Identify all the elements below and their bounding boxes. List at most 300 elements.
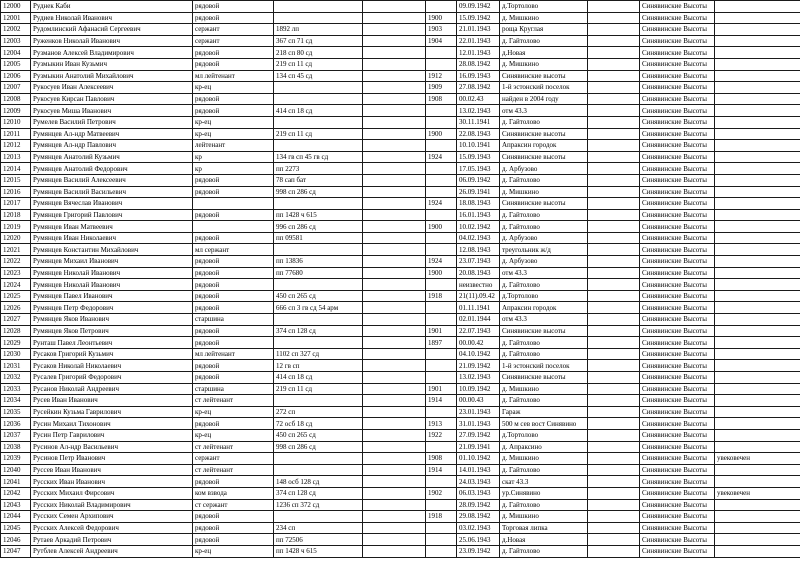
cell-birth-year: 1901 [426,325,457,337]
cell-death-date: 25.06.1943 [457,534,500,546]
cell-memorial-status [715,522,800,534]
cell-unit-extra [363,487,426,499]
cell-unit: 414 сп 18 сд [274,105,363,117]
cell-rank: мл сержант [193,244,274,256]
cell-death-date: 16.09.1943 [457,70,500,82]
cell-notes [588,302,640,314]
cell-unit-extra [363,70,426,82]
cell-full-name: Русин Михаил Тихонович [31,418,193,430]
cell-notes [588,24,640,36]
cell-memorial-status [715,12,800,24]
cell-notes [588,383,640,395]
cell-full-name: Русейкин Кузьма Гаврилович [31,406,193,418]
cell-notes [588,545,640,557]
cell-unit-extra [363,221,426,233]
cell-burial-place: Синявинские высоты [500,151,588,163]
table-row [1,12,800,24]
cell-notes [588,209,640,221]
table-row [1,441,800,453]
cell-birth-year [426,534,457,546]
table-row [1,290,800,302]
table-row [1,348,800,360]
cell-birth-year [426,209,457,221]
cell-memorial-site: Синявинские Высоты [640,93,715,105]
cell-notes [588,511,640,523]
cell-full-name: Рутаев Аркадий Петрович [31,534,193,546]
cell-death-date: 15.09.1942 [457,12,500,24]
cell-unit-extra [363,47,426,59]
cell-death-date: 30.11.1941 [457,116,500,128]
cell-death-date: 12.08.1943 [457,244,500,256]
cell-rank: ст лейтенант [193,441,274,453]
cell-memorial-site: Синявинские Высоты [640,534,715,546]
cell-unit-extra [363,93,426,105]
cell-death-date: 01.11.1941 [457,302,500,314]
table-row [1,232,800,244]
cell-record-number: 12043 [1,499,31,511]
cell-full-name: Русаков Николай Николаевич [31,360,193,372]
cell-unit-extra [363,337,426,349]
cell-record-number: 12012 [1,140,31,152]
cell-notes [588,1,640,13]
cell-unit-extra [363,511,426,523]
cell-full-name: Рузмыкин Анатолий Михайлович [31,70,193,82]
cell-unit-extra [363,360,426,372]
cell-unit-extra [363,163,426,175]
cell-memorial-status [715,186,800,198]
cell-rank: рядовой [193,522,274,534]
table-row [1,372,800,384]
cell-birth-year: 1908 [426,453,457,465]
cell-notes [588,314,640,326]
cell-memorial-site: Синявинские Высоты [640,429,715,441]
cell-notes [588,47,640,59]
table-row [1,464,800,476]
cell-notes [588,279,640,291]
cell-memorial-status [715,279,800,291]
cell-birth-year: 1900 [426,128,457,140]
cell-death-date: 06.03.1943 [457,487,500,499]
cell-burial-place: д. Мишкино [500,12,588,24]
cell-death-date: неизвестно [457,279,500,291]
cell-birth-year [426,174,457,186]
cell-death-date: 21.09.1941 [457,441,500,453]
cell-rank: рядовой [193,372,274,384]
cell-rank: кр-ец [193,116,274,128]
cell-burial-place: д.Новая [500,534,588,546]
cell-burial-place: Синявинские высоты [500,372,588,384]
cell-full-name: Рунташ Павел Леонтьевич [31,337,193,349]
cell-full-name: Русинов Петр Иванович [31,453,193,465]
cell-birth-year [426,116,457,128]
cell-memorial-status [715,256,800,268]
cell-birth-year [426,360,457,372]
cell-memorial-site: Синявинские Высоты [640,244,715,256]
cell-burial-place: скат 43.3 [500,476,588,488]
cell-rank: рядовой [193,337,274,349]
cell-unit-extra [363,545,426,557]
cell-memorial-status [715,348,800,360]
cell-full-name: Руднек Каби [31,1,193,13]
cell-notes [588,140,640,152]
cell-rank: старшина [193,314,274,326]
cell-burial-place: 1-й эстонский поселок [500,82,588,94]
cell-memorial-status [715,93,800,105]
cell-unit: 998 сп 286 сд [274,441,363,453]
cell-memorial-site: Синявинские Высоты [640,174,715,186]
cell-death-date: 31.01.1943 [457,418,500,430]
cell-unit: 219 сп 11 сд [274,383,363,395]
cell-unit: 12 гв сп [274,360,363,372]
cell-record-number: 12010 [1,116,31,128]
cell-burial-place: д. Мишкино [500,453,588,465]
table-row [1,267,800,279]
cell-birth-year: 1900 [426,221,457,233]
cell-unit: 78 сап бат [274,174,363,186]
cell-death-date: 00.02.43 [457,93,500,105]
cell-unit-extra [363,58,426,70]
cell-memorial-site: Синявинские Высоты [640,116,715,128]
cell-burial-place: д. Гайтолово [500,395,588,407]
cell-memorial-site: Синявинские Высоты [640,383,715,395]
cell-memorial-site: Синявинские Высоты [640,70,715,82]
cell-memorial-site: Синявинские Высоты [640,12,715,24]
cell-birth-year [426,47,457,59]
cell-full-name: Румянцев Петр Федорович [31,302,193,314]
cell-record-number: 12023 [1,267,31,279]
table-row [1,487,800,499]
cell-unit-extra [363,198,426,210]
cell-birth-year [426,522,457,534]
cell-unit-extra [363,372,426,384]
cell-unit-extra [363,140,426,152]
table-row [1,198,800,210]
cell-rank: ком взвода [193,487,274,499]
cell-burial-place: треугольник ж/д [500,244,588,256]
cell-record-number: 12017 [1,198,31,210]
cell-full-name: Румянцев Яков Петрович [31,325,193,337]
cell-record-number: 12021 [1,244,31,256]
cell-rank: сержант [193,453,274,465]
cell-record-number: 12025 [1,290,31,302]
cell-unit-extra [363,522,426,534]
cell-notes [588,244,640,256]
cell-memorial-site: Синявинские Высоты [640,232,715,244]
table-row [1,337,800,349]
cell-unit [274,464,363,476]
cell-death-date: 22.07.1943 [457,325,500,337]
cell-record-number: 12002 [1,24,31,36]
table-row [1,128,800,140]
cell-unit [274,116,363,128]
cell-record-number: 12016 [1,186,31,198]
cell-birth-year: 1897 [426,337,457,349]
cell-death-date: 10.10.1941 [457,140,500,152]
cell-burial-place: д. Арбузово [500,163,588,175]
cell-burial-place: д. Гайтолово [500,499,588,511]
cell-record-number: 12034 [1,395,31,407]
cell-unit-extra [363,116,426,128]
cell-birth-year [426,244,457,256]
cell-notes [588,151,640,163]
cell-memorial-site: Синявинские Высоты [640,267,715,279]
cell-full-name: Русев Иван Иванович [31,395,193,407]
table-row [1,395,800,407]
cell-unit: 134 гв сп 45 гв сд [274,151,363,163]
cell-unit-extra [363,464,426,476]
cell-unit [274,82,363,94]
cell-memorial-site: Синявинские Высоты [640,395,715,407]
cell-unit: 148 осб 128 сд [274,476,363,488]
cell-record-number: 12037 [1,429,31,441]
cell-full-name: Румянцев Ал-ндр Матвеевич [31,128,193,140]
cell-record-number: 12009 [1,105,31,117]
cell-notes [588,12,640,24]
cell-memorial-status [715,70,800,82]
cell-death-date: 16.01.1943 [457,209,500,221]
cell-birth-year: 1913 [426,418,457,430]
cell-death-date: 27.09.1942 [457,429,500,441]
table-row [1,279,800,291]
cell-full-name: Румянцев Анатолий Федорович [31,163,193,175]
cell-memorial-site: Синявинские Высоты [640,325,715,337]
cell-burial-place: Синявинские высоты [500,70,588,82]
cell-rank: кр [193,163,274,175]
cell-birth-year [426,232,457,244]
cell-death-date: 23.07.1943 [457,256,500,268]
cell-memorial-status [715,198,800,210]
cell-record-number: 12035 [1,406,31,418]
cell-rank: рядовой [193,256,274,268]
cell-unit: 367 сп 71 сд [274,35,363,47]
cell-rank: кр-ец [193,128,274,140]
cell-full-name: Румянцев Григорий Павлович [31,209,193,221]
cell-notes [588,348,640,360]
cell-unit [274,395,363,407]
table-row [1,47,800,59]
cell-memorial-site: Синявинские Высоты [640,82,715,94]
cell-unit-extra [363,325,426,337]
cell-memorial-site: Синявинские Высоты [640,47,715,59]
cell-memorial-status [715,209,800,221]
cell-unit [274,93,363,105]
cell-full-name: Румянцев Николай Иванович [31,267,193,279]
cell-rank: ст лейтенант [193,464,274,476]
cell-memorial-status [715,418,800,430]
cell-death-date: 10.09.1942 [457,383,500,395]
cell-burial-place: д. Гайтолово [500,209,588,221]
cell-unit-extra [363,476,426,488]
cell-death-date: 27.08.1942 [457,82,500,94]
cell-birth-year: 1924 [426,198,457,210]
cell-rank: рядовой [193,325,274,337]
table-row [1,151,800,163]
cell-rank: рядовой [193,47,274,59]
cell-full-name: Рузмыкин Иван Кузьмич [31,58,193,70]
cell-death-date: 15.09.1943 [457,151,500,163]
cell-burial-place: д.Тортолово [500,1,588,13]
cell-record-number: 12019 [1,221,31,233]
cell-unit: 998 сп 286 сд [274,186,363,198]
cell-unit: пп 13836 [274,256,363,268]
cell-full-name: Руженков Николай Иванович [31,35,193,47]
cell-notes [588,522,640,534]
cell-full-name: Руссев Иван Иванович [31,464,193,476]
table-row [1,406,800,418]
cell-record-number: 12039 [1,453,31,465]
cell-death-date: 04.10.1942 [457,348,500,360]
cell-memorial-status [715,325,800,337]
cell-birth-year: 1918 [426,290,457,302]
cell-unit-extra [363,24,426,36]
cell-unit-extra [363,383,426,395]
cell-unit: пп 1428 ч 615 [274,209,363,221]
cell-memorial-status [715,314,800,326]
cell-death-date: 13.02.1943 [457,105,500,117]
cell-burial-place: 500 м сев вост Синявино [500,418,588,430]
cell-memorial-status [715,372,800,384]
cell-unit-extra [363,406,426,418]
cell-rank: рядовой [193,290,274,302]
cell-unit [274,140,363,152]
cell-rank: сержант [193,35,274,47]
table-row [1,1,800,13]
cell-notes [588,464,640,476]
cell-unit-extra [363,232,426,244]
cell-full-name: Русских Иван Иванович [31,476,193,488]
cell-notes [588,105,640,117]
cell-rank: рядовой [193,360,274,372]
cell-unit: 374 сп 128 сд [274,487,363,499]
cell-death-date: 21.09.1942 [457,360,500,372]
cell-birth-year: 1900 [426,12,457,24]
cell-rank: рядовой [193,279,274,291]
cell-memorial-site: Синявинские Высоты [640,35,715,47]
cell-burial-place: отм 43.3 [500,105,588,117]
cell-record-number: 12013 [1,151,31,163]
cell-unit-extra [363,302,426,314]
cell-full-name: Русаков Григорий Кузьмич [31,348,193,360]
cell-memorial-status [715,406,800,418]
table-row [1,174,800,186]
cell-rank: кр-ец [193,429,274,441]
cell-burial-place: ур.Синявино [500,487,588,499]
cell-notes [588,453,640,465]
cell-full-name: Рузманов Алексей Владимирович [31,47,193,59]
cell-unit: пп 09581 [274,232,363,244]
cell-record-number: 12041 [1,476,31,488]
cell-unit [274,1,363,13]
table-row [1,70,800,82]
table-row [1,93,800,105]
cell-birth-year: 1924 [426,151,457,163]
cell-unit: пп 2273 [274,163,363,175]
cell-full-name: Румянцев Иван Матвеевич [31,221,193,233]
cell-memorial-site: Синявинские Высоты [640,487,715,499]
table-row [1,383,800,395]
cell-memorial-site: Синявинские Высоты [640,406,715,418]
cell-notes [588,221,640,233]
cell-full-name: Русских Семен Архипович [31,511,193,523]
cell-notes [588,186,640,198]
table-row [1,82,800,94]
cell-rank: мл лейтенант [193,70,274,82]
cell-memorial-status [715,221,800,233]
table-row [1,476,800,488]
cell-burial-place: Гараж [500,406,588,418]
cell-memorial-status [715,290,800,302]
table-row [1,429,800,441]
cell-memorial-site: Синявинские Высоты [640,441,715,453]
table-row [1,35,800,47]
cell-memorial-site: Синявинские Высоты [640,348,715,360]
cell-full-name: Рукосуев Кирсан Павлович [31,93,193,105]
table-row [1,360,800,372]
register-rows [1,1,800,558]
cell-full-name: Румянцев Яков Иванович [31,314,193,326]
cell-birth-year [426,545,457,557]
cell-record-number: 12022 [1,256,31,268]
cell-record-number: 12014 [1,163,31,175]
cell-rank: кр-ец [193,406,274,418]
cell-birth-year: 1903 [426,24,457,36]
cell-full-name: Русанов Николай Андреевич [31,383,193,395]
cell-unit: 414 сп 18 сд [274,372,363,384]
cell-memorial-status [715,151,800,163]
cell-death-date: 24.03.1943 [457,476,500,488]
cell-memorial-site: Синявинские Высоты [640,24,715,36]
cell-birth-year: 1904 [426,35,457,47]
cell-death-date: 18.08.1943 [457,198,500,210]
cell-birth-year [426,186,457,198]
cell-memorial-status [715,464,800,476]
cell-notes [588,116,640,128]
cell-unit-extra [363,174,426,186]
cell-burial-place: Синявинские высоты [500,128,588,140]
cell-full-name: Румянцев Анатолий Кузьмич [31,151,193,163]
cell-memorial-site: Синявинские Высоты [640,186,715,198]
cell-notes [588,35,640,47]
cell-birth-year [426,105,457,117]
table-row [1,24,800,36]
cell-memorial-site: Синявинские Высоты [640,476,715,488]
cell-memorial-site: Синявинские Высоты [640,256,715,268]
cell-memorial-site: Синявинские Высоты [640,209,715,221]
cell-rank: рядовой [193,267,274,279]
cell-notes [588,476,640,488]
cell-memorial-status: увековечен [715,453,800,465]
cell-death-date: 22.01.1943 [457,35,500,47]
table-row [1,58,800,70]
cell-memorial-status: увековечен [715,487,800,499]
cell-unit: 450 сп 265 сд [274,290,363,302]
cell-burial-place: 1-й эстонский поселок [500,360,588,372]
cell-notes [588,372,640,384]
cell-memorial-site: Синявинские Высоты [640,279,715,291]
cell-memorial-status [715,302,800,314]
cell-record-number: 12042 [1,487,31,499]
cell-unit: 1236 сп 372 сд [274,499,363,511]
cell-memorial-status [715,105,800,117]
cell-notes [588,337,640,349]
cell-record-number: 12024 [1,279,31,291]
cell-unit-extra [363,35,426,47]
cell-death-date: 23.01.1943 [457,406,500,418]
cell-record-number: 12029 [1,337,31,349]
cell-memorial-status [715,534,800,546]
cell-unit [274,337,363,349]
cell-rank: рядовой [193,12,274,24]
